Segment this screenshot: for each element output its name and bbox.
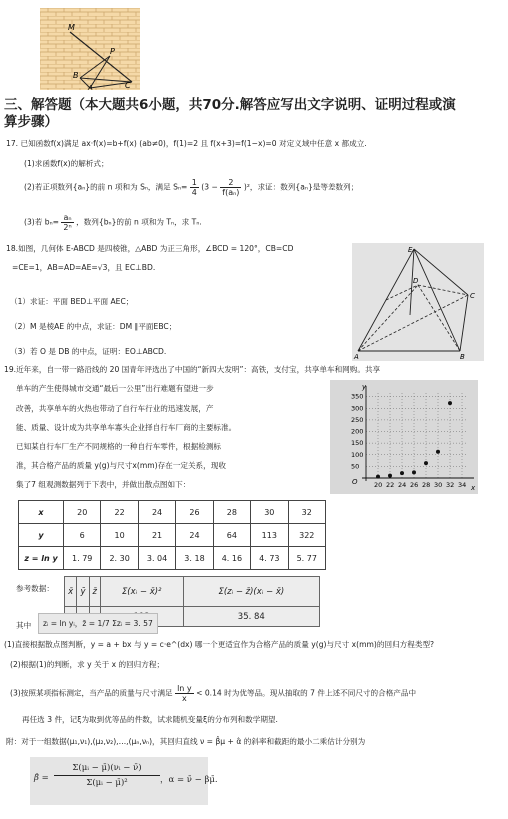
table-cell: 3. 04 [138,547,175,570]
ref-label: 参考数据： [16,584,54,593]
table-cell: 24 [138,501,175,524]
table-cell: 10 [101,524,138,547]
scatter-x-tick: 28 [422,481,431,489]
scatter-y-label: y [362,383,367,391]
table-cell: 3. 18 [176,547,213,570]
formula-numerator: Σ(μᵢ − μ̄)(νᵢ − ν̄) [54,763,160,776]
scatter-x-label: x [471,484,476,492]
scatter-y-tick: 50 [351,462,360,471]
table-cell: 24 [176,524,213,547]
ref-header-cell: z̄ [89,577,100,607]
label-b2: B [460,353,465,361]
table-row [19,547,326,570]
section-title-line2: 算步骤） [4,114,58,130]
q18-part1: （1）求证：平面 BED⊥平面 AEC； [10,297,134,306]
table-cell: 5. 77 [288,547,325,570]
q18-line1: 18.如图，几何体 E-ABCD 是四棱锥，△ABD 为正三角形，∠BCD = 120°，CB=CD [6,244,294,253]
q19-sub3-b: < 0.14 时为优等品。现从抽取的 7 件上述不同尺寸的合格产品中 [196,688,417,698]
table-cell: 322 [288,524,325,547]
table-cell: 4. 73 [251,547,288,570]
q17-part2-frac2: $\frac{2}{\text{f(aₙ)}}$ [222,178,240,197]
ref-header-row [65,577,320,607]
q17-part2-a: (2)若正项数列{aₙ}的前 n 项和为 Sₙ，满足 Sₙ= [24,182,188,192]
brick-wall [40,8,140,90]
q18-line2: =CE=1，AB=AD=AE=√3，且 EC⊥BD. [12,263,156,272]
wall-ladder-figure [40,8,140,90]
q17-part2 [24,178,358,197]
label-p: P [110,47,115,56]
q17-part3-frac: $\frac{\text{aₙ}}{\text{2ⁿ}}$ [63,213,72,232]
scatter-y-tick: 250 [351,415,364,424]
ref-header-cell: ȳ [77,577,89,607]
q19-line2: 单车的产生使得城市交通“最后一公里”出行难题有望进一步 [16,384,214,393]
q19-line7: 集了7 组观测数据列于下表中，并做出散点图如下： [16,480,191,489]
scatter-x-tick: 22 [386,481,395,489]
data-table [18,500,326,570]
scatter-y-tick: 300 [351,404,364,413]
table-cell: 21 [138,524,175,547]
scatter-point [436,450,440,454]
q19-sub1: (1)直接根据散点图判断，y = a + bx 与 y = c·e^(dx) 哪一个更适宜作为合格产品的质量 y(g)与尺寸 x(mm)的回归方程类型? [4,640,435,649]
scatter-y-tick: 200 [351,427,364,436]
table-row [19,524,326,547]
scatter-x-tick: 34 [458,481,467,489]
q19-sub3-frac: $\frac{\text{ln y}}{x}$ [177,684,192,703]
table-cell: 26 [176,501,213,524]
q17-part3-b: ，数列{bₙ}的前 n 项和为 Tₙ，求 Tₙ. [76,217,202,227]
q19-sub3-a: (3)按照某项指标测定，当产品的质量与尺寸满足 [10,688,173,698]
q17-part2-frac: $\frac{1}{4}$ [191,178,197,197]
table-cell: 20 [64,501,101,524]
q19-note: 附：对于一组数据(μ₁,ν₁),(μ₂,ν₂),…,(μₙ,νₙ)，其回归直线 ν = β̂μ + α̂ 的斜率和截距的最小二乘估计分别为 [6,737,366,746]
q17-part2-c: )²，求证：数列{aₙ}是等差数列； [243,182,359,192]
ref-header-cell: Σ(zᵢ − z̄)(xᵢ − x̄) [183,577,319,607]
scatter-x-tick: 32 [446,481,455,489]
table-cell: 64 [213,524,250,547]
where-formula: zᵢ = ln yᵢ，z̄ = 1/7 Σzᵢ = 3. 57 [38,613,158,634]
ref-value-cell: 35. 84 [183,607,319,627]
scatter-x-tick: 24 [398,481,407,489]
scatter-point [424,461,428,465]
q19-line5: 已知某自行车厂生产不同规格的一种自行车零件，根据检测标 [16,442,222,451]
table-cell: 30 [251,501,288,524]
ols-formula: β̂ = $\frac{\text{Σ(μᵢ − μ̄)(νᵢ − ν̄)}}{\text{Σ(μᵢ − μ̄)²}}$ ，α = ν̄ − βμ̄. [30,757,208,805]
table-cell: 1. 79 [64,547,101,570]
where-label: 其中 [16,621,32,630]
scatter-plot [330,380,478,494]
scatter-x-tick: 20 [374,481,383,489]
label-c2: C [470,292,475,300]
label-a: A [88,84,93,90]
scatter-point [376,475,380,479]
scatter-y-tick: 150 [351,439,364,448]
scatter-point [388,474,392,478]
q19-sub3 [10,684,416,703]
scatter-x-tick: 30 [434,481,443,489]
label-b: B [73,71,79,80]
table-row [19,501,326,524]
table-cell: 113 [251,524,288,547]
scatter-origin: O [352,478,358,486]
q17-part1: (1)求函数f(x)的解析式； [24,159,109,168]
formula-tail: ，α = ν̄ − βμ̄. [160,775,218,785]
table-row-label: z = ln y [19,547,64,570]
table-cell: 2. 30 [101,547,138,570]
table-cell: 22 [101,501,138,524]
q19-line1: 19.近年来，自一带一路沿线的 20 国青年评选出了中国的“新四大发明”：高铁，支付宝，共享单车和网购。共享 [4,365,381,374]
q19-line3: 改善，共享单车的火热也带动了自行车行业的迅速发展，产 [16,404,214,413]
table-cell: 6 [64,524,101,547]
q19-line4: 能、质量、设计成为共享单车寡头企业择自行车厂商的主要标准。 [16,423,237,432]
formula-denominator: Σ(μᵢ − μ̄)² [86,778,128,788]
q17-head: 17. 已知函数f(x)满足 ax·f(x)=b+f(x) (ab≠0)，f(1)=2 且 f(x+3)=f(1−x)=0 对定义域中任意 x 都成立. [6,139,367,148]
table-row-label: x [19,501,64,524]
scatter-point [400,471,404,475]
label-d: D [413,277,419,285]
ref-header-cell: x̄ [65,577,77,607]
label-m: M [68,23,75,32]
scatter-x-tick: 26 [410,481,419,489]
section-title [4,97,508,131]
scatter-y-tick: 350 [351,392,364,401]
q19-sub2: (2)根据(1)的判断，求 y 关于 x 的回归方程； [10,660,165,669]
q17-part3 [24,213,202,232]
q18-part3: （3）若 O 是 DB 的中点，证明：EO⊥ABCD. [10,347,167,356]
scatter-point [412,470,416,474]
scatter-point [448,401,452,405]
table-cell: 28 [213,501,250,524]
q17-part2-b: (3 − [201,182,218,192]
scatter-y-tick: 100 [351,450,364,459]
q19-sub3-cont: 再任选 3 件，记ξ为取到优等品的件数，试求随机变量ξ的分布列和数学期望. [22,715,278,724]
q17-part3-a: (3)若 bₙ= [24,217,59,227]
section-title-line1: 三、解答题（本大题共6小题，共70分.解答应写出文字说明、证明过程或演 [4,97,456,113]
q18-part2: （2）M 是棱AE 的中点，求证：DM ∥平面EBC； [10,322,177,331]
q19-line6: 准，其合格产品的质量 y(g)与尺寸x(mm)存在一定关系，现收 [16,461,226,470]
ref-header-cell: Σ(xᵢ − x̄)² [100,577,183,607]
label-e: E [408,246,413,254]
table-cell: 32 [288,501,325,524]
table-row-label: y [19,524,64,547]
label-c: C [125,81,131,90]
pyramid-figure [352,243,484,361]
table-cell: 4. 16 [213,547,250,570]
label-a2: A [354,353,359,361]
